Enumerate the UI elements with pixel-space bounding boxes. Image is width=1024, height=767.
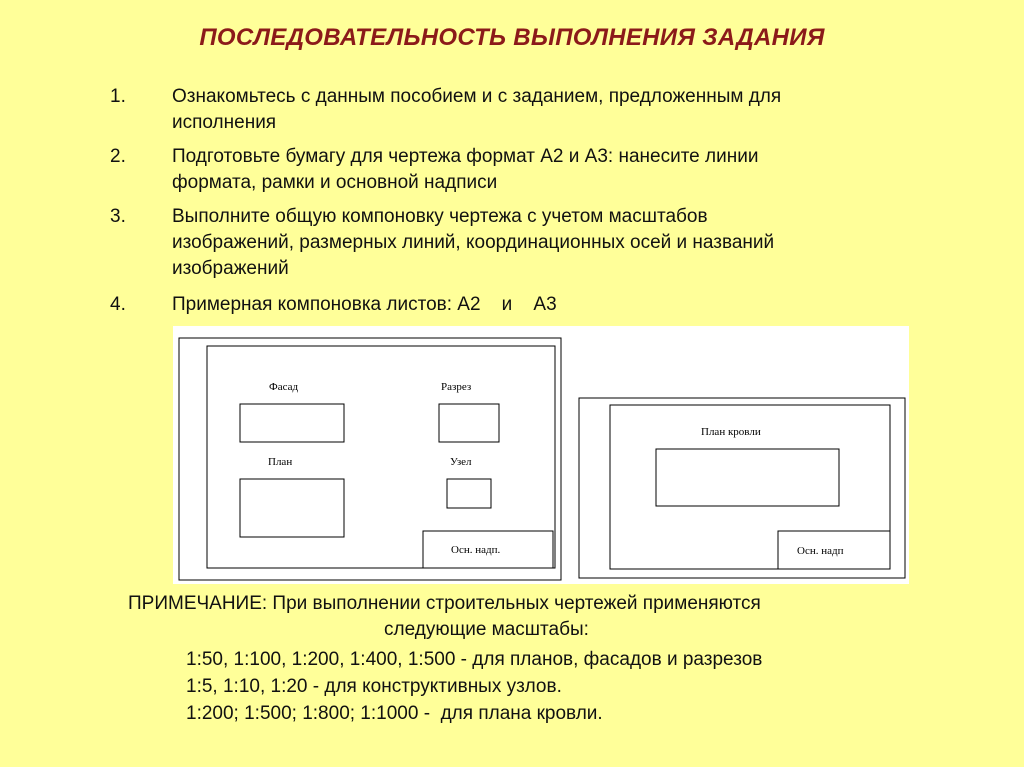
- step-text-line: исполнения: [172, 112, 277, 133]
- section-label: Разрез: [441, 381, 472, 393]
- step-text-line: Подготовьте бумагу для чертежа формат А2 и А3: нанесите линии: [172, 146, 759, 167]
- step-text-line: Выполните общую компоновку чертежа с учетом масштабов: [172, 206, 708, 227]
- sheet-layout-drawing: [173, 326, 909, 584]
- note-line-1: ПРИМЕЧАНИЕ: При выполнении строительных чертежей применяются: [128, 593, 761, 614]
- roof-plan-box: [656, 449, 839, 506]
- plan-label: План: [268, 456, 293, 468]
- step-number: 4.: [110, 294, 126, 315]
- roof-plan-label: План кровли: [701, 426, 761, 438]
- scale-line: 1:200; 1:500; 1:800; 1:1000 - для плана кровли.: [186, 703, 603, 724]
- step-text-line: Ознакомьтесь с данным пособием и с заданием, предложенным для: [172, 86, 782, 107]
- a2-title-block-label: Осн. надп.: [451, 544, 501, 556]
- step-text-line: изображений, размерных линий, координационных осей и названий: [172, 232, 775, 253]
- note-line-2: следующие масштабы:: [384, 619, 589, 640]
- facade-label: Фасад: [269, 381, 299, 393]
- plan-box: [240, 479, 344, 537]
- section-box: [439, 404, 499, 442]
- step-text-line: Примерная компоновка листов: А2 и А3: [172, 294, 557, 315]
- sheet-a2-frame: [207, 346, 555, 568]
- scale-line: 1:50, 1:100, 1:200, 1:400, 1:500 - для планов, фасадов и разрезов: [186, 649, 763, 670]
- a3-title-block-label: Осн. надп: [797, 545, 844, 557]
- step-text-line: формата, рамки и основной надписи: [172, 172, 498, 193]
- sheet-layout-svg: [173, 326, 909, 584]
- step-text-line: изображений: [172, 258, 289, 279]
- sheet-a2: [179, 338, 561, 580]
- sheet-a3: [579, 398, 905, 578]
- page-title: ПОСЛЕДОВАТЕЛЬНОСТЬ ВЫПОЛНЕНИЯ ЗАДАНИЯ: [199, 24, 825, 51]
- facade-box: [240, 404, 344, 442]
- scale-line: 1:5, 1:10, 1:20 - для конструктивных узлов.: [186, 676, 562, 697]
- node-box: [447, 479, 491, 508]
- sheet-a2-outer-border: [179, 338, 561, 580]
- step-number: 3.: [110, 206, 126, 227]
- node-label: Узел: [450, 456, 472, 468]
- step-number: 1.: [110, 86, 126, 107]
- step-number: 2.: [110, 146, 126, 167]
- sheet-a3-outer-border: [579, 398, 905, 578]
